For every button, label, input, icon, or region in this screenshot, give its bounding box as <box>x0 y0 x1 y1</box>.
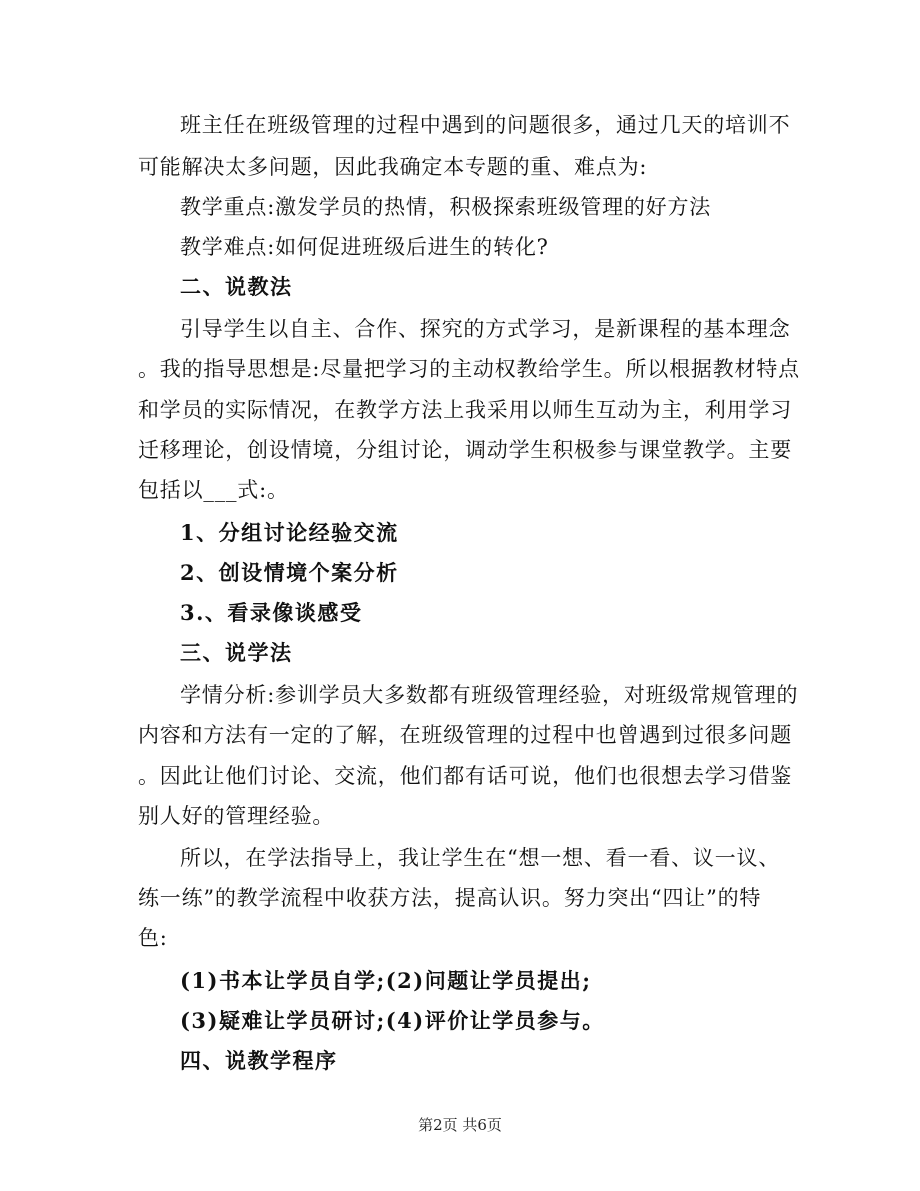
list-item: (1)书本让学员自学;(2)问题让学员提出; <box>180 968 592 993</box>
page-number: 第2页 共6页 <box>418 1116 502 1134</box>
paragraph-line: 可能解决太多问题，因此我确定本专题的重、难点为: <box>138 155 648 179</box>
list-item: 3.、看录像谈感受 <box>180 600 363 625</box>
paragraph-line: 和学员的实际情况，在教学方法上我采用以师生互动为主，利用学习 <box>138 398 792 422</box>
list-item: (3)疑难让学员研讨;(4)评价让学员参与。 <box>180 1008 605 1033</box>
section-heading: 二、说教法 <box>180 274 293 299</box>
list-item: 1、分组讨论经验交流 <box>180 520 399 545</box>
paragraph-line: 。因此让他们讨论、交流，他们都有话可说，他们也很想去学习借鉴 <box>138 764 792 788</box>
section-heading: 三、说学法 <box>180 640 293 665</box>
paragraph-line: 包括以___式:。 <box>138 478 289 502</box>
paragraph-line: 别人好的管理经验。 <box>138 804 335 828</box>
paragraph-line: 练一练”的教学流程中收获方法，提高认识。努力突出“四让”的特 <box>138 886 762 910</box>
paragraph-line: 迁移理论，创设情境，分组讨论，调动学生积极参与课堂教学。主要 <box>138 438 792 462</box>
teaching-focus: 教学重点:激发学员的热情，积极探索班级管理的好方法 <box>180 195 712 219</box>
paragraph-line: 学情分析:参训学员大多数都有班级管理经验，对班级常规管理的 <box>180 683 799 707</box>
paragraph-line: 所以，在学法指导上，我让学生在“想一想、看一看、议一议、 <box>180 846 781 870</box>
paragraph-line: 色: <box>138 926 168 950</box>
paragraph-line: 班主任在班级管理的过程中遇到的问题很多，通过几天的培训不 <box>180 113 791 137</box>
teaching-difficulty: 教学难点:如何促进班级后进生的转化? <box>180 235 549 259</box>
list-item: 2、创设情境个案分析 <box>180 560 399 585</box>
paragraph-line: 内容和方法有一定的了解，在班级管理的过程中也曾遇到过很多问题 <box>138 723 792 747</box>
section-heading: 四、说教学程序 <box>180 1048 338 1073</box>
paragraph-line: 。我的指导思想是:尽量把学习的主动权教给学生。所以根据教材特点 <box>138 357 800 381</box>
paragraph-line: 引导学生以自主、合作、探究的方式学习，是新课程的基本理念 <box>180 317 791 341</box>
